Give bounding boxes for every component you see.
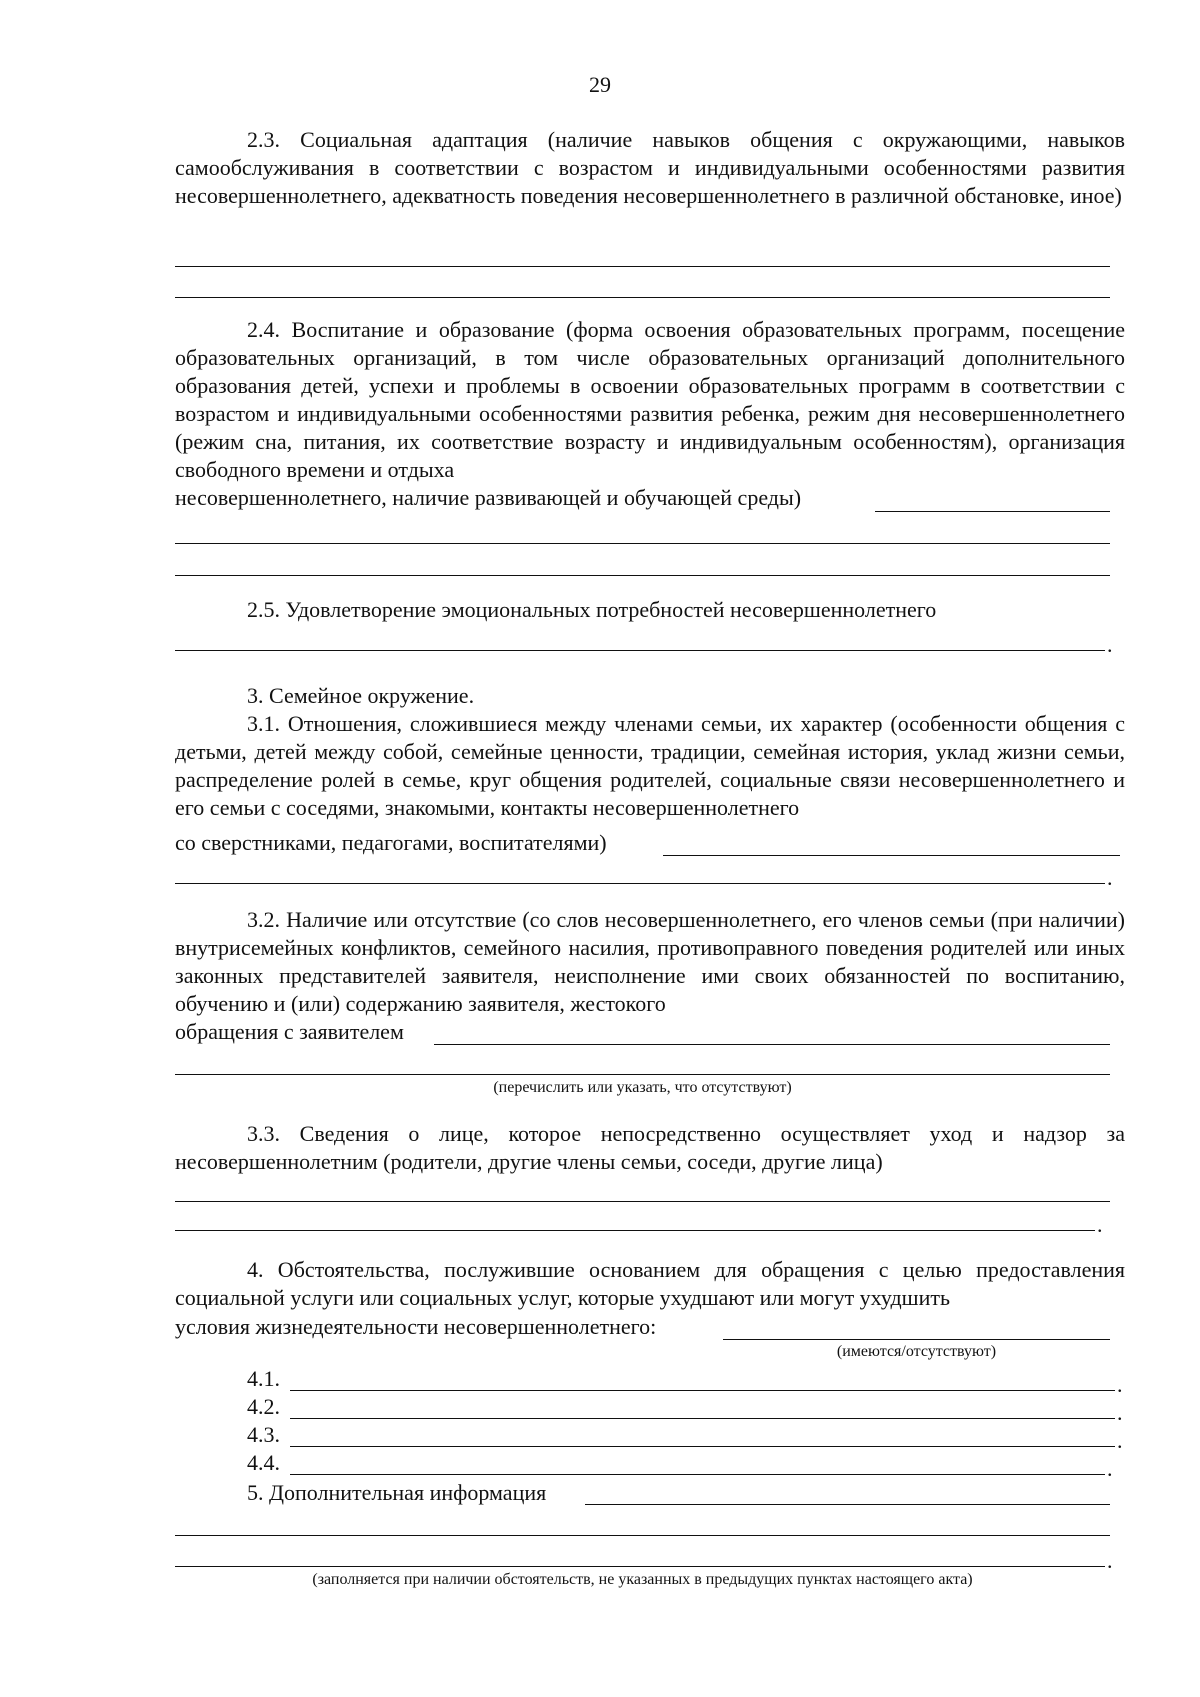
blank-line[interactable] (434, 1044, 1110, 1045)
section-3-2-caption: (перечислить или указать, что отсутствуют) (493, 1079, 792, 1096)
section-4-caption: (имеются/отсутствуют) (836, 1343, 997, 1360)
blank-line[interactable] (175, 266, 1110, 267)
item-4-1-line[interactable] (290, 1390, 1115, 1391)
blank-line[interactable] (175, 650, 1105, 651)
section-3-2-paragraph: 3.2. Наличие или отсутствие (со слов несовершеннолетнего, его членов семьи (при наличии) внутрисемейных конфликтов, семейного насилия, противоправного поведения родителей или иных законных представителей заявителя, неисполнение ими своих обязанностей по воспитанию, обучению и (или) содержанию заявителя, жестокого (175, 907, 1125, 1016)
section-2-3-text (175, 126, 1125, 210)
section-2-5-text (175, 596, 1125, 624)
section-4-text (175, 1256, 1125, 1312)
item-4-3-label: 4.3. (247, 1422, 280, 1447)
period: . (1117, 1372, 1123, 1397)
period: . (1107, 1456, 1113, 1481)
section-3-2-text (175, 906, 1125, 1018)
item-4-4-line[interactable] (290, 1474, 1105, 1475)
period: . (1107, 632, 1113, 657)
section-3-1-last-line: со сверстниками, педагогами, воспитателями) (175, 830, 607, 855)
section-3-3-text (175, 1120, 1125, 1176)
blank-line[interactable] (175, 1230, 1095, 1231)
section-3-heading: 3. Семейное окружение. (247, 683, 475, 708)
section-3-3-paragraph: 3.3. Сведения о лице, которое непосредственно осуществляет уход и надзор за несовершеннолетним (родители, другие члены семьи, соседи, другие лица) (175, 1121, 1125, 1174)
blank-line[interactable] (175, 543, 1110, 544)
section-2-4-text (175, 316, 1125, 484)
section-2-3-paragraph: 2.3. Социальная адаптация (наличие навыков общения с окружающими, навыков самообслуживания в соответствии с возрастом и индивидуальными особенностями развития несовершеннолетнего, адекватность поведения несовершеннолетнего в различной обстановке, иное) (175, 127, 1125, 208)
period: . (1117, 1428, 1123, 1453)
blank-line[interactable] (175, 1201, 1110, 1202)
blank-line[interactable] (723, 1339, 1110, 1340)
section-3-2-last-line: обращения с заявителем (175, 1019, 404, 1044)
blank-line[interactable] (585, 1504, 1110, 1505)
item-4-2-label: 4.2. (247, 1394, 280, 1419)
item-4-3-line[interactable] (290, 1446, 1115, 1447)
section-2-4-paragraph: 2.4. Воспитание и образование (форма освоения образовательных программ, посещение образовательных организаций, в том числе образовательных организаций дополнительного образования детей, успехи и проблемы в освоении образовательных программ в соответствии с возрастом и индивидуальными особенностями развития ребенка, режим дня несовершеннолетнего (режим сна, питания, их соответствие возрасту и индивидуальным особенностям), организация свободного времени и отдыха (175, 317, 1125, 482)
section-2-5-paragraph: 2.5. Удовлетворение эмоциональных потребностей несовершеннолетнего (247, 597, 937, 622)
period: . (1107, 865, 1113, 890)
blank-line[interactable] (175, 883, 1105, 884)
blank-line[interactable] (175, 297, 1110, 298)
period: . (1097, 1212, 1103, 1237)
item-4-2-line[interactable] (290, 1418, 1115, 1419)
section-4-last-line: условия жизнедеятельности несовершеннолетнего: (175, 1314, 657, 1339)
section-4-paragraph: 4. Обстоятельства, послужившие основанием для обращения с целью предоставления социальной услуги или социальных услуг, которые ухудшают или могут ухудшить (175, 1257, 1125, 1310)
section-3-1-paragraph: 3.1. Отношения, сложившиеся между членами семьи, их характер (особенности общения с детьми, детей между собой, семейные ценности, традиции, семейная история, уклад жизни семьи, распределение ролей в семье, круг общения родителей, социальные связи несовершеннолетнего и его семьи с соседями, знакомыми, контакты несовершеннолетнего (175, 711, 1125, 820)
blank-line[interactable] (175, 575, 1110, 576)
blank-line[interactable] (175, 1074, 1110, 1075)
blank-line[interactable] (175, 1535, 1110, 1536)
section-5-caption: (заполняется при наличии обстоятельств, не указанных в предыдущих пунктах настоящего акта) (312, 1571, 973, 1588)
blank-line[interactable] (663, 855, 1120, 856)
item-4-1-label: 4.1. (247, 1366, 280, 1391)
section-5-label: 5. Дополнительная информация (247, 1480, 547, 1505)
period: . (1117, 1400, 1123, 1425)
page-number: 29 (589, 72, 611, 97)
blank-line[interactable] (875, 511, 1110, 512)
section-3-text (175, 682, 1125, 822)
item-4-4-label: 4.4. (247, 1450, 280, 1475)
blank-line[interactable] (175, 1566, 1105, 1567)
period: . (1107, 1548, 1113, 1573)
section-2-4-last-line: несовершеннолетнего, наличие развивающей и обучающей среды) (175, 485, 802, 510)
